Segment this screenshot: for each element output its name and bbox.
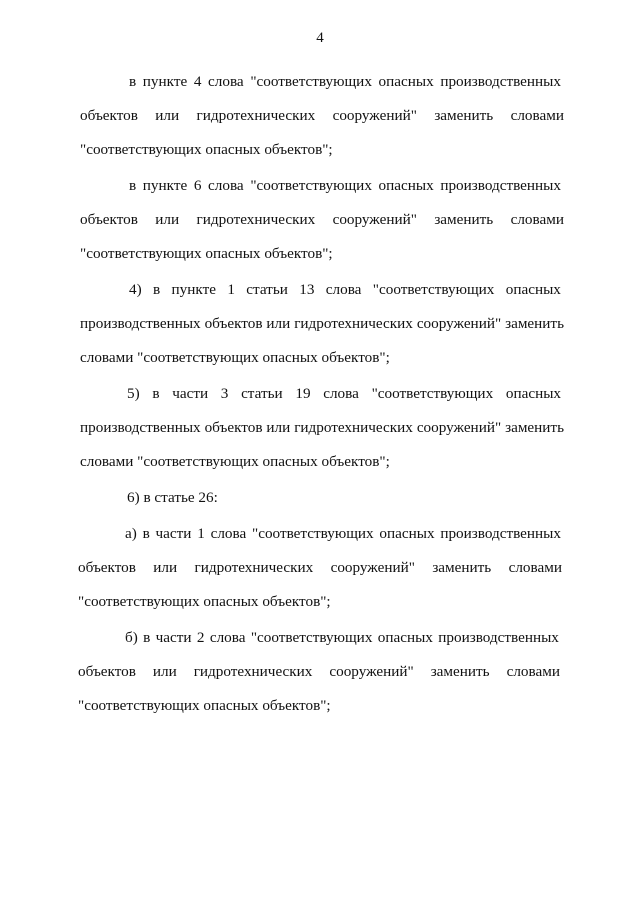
paragraph-line: 4) в пункте 1 статьи 13 слова "соответствующих опасных [129, 281, 561, 298]
page-number: 4 [316, 30, 324, 46]
paragraph-line: "соответствующих опасных объектов"; [80, 141, 333, 158]
paragraph-line: 6) в статье 26: [127, 489, 218, 506]
paragraph-line: а) в части 1 слова "соответствующих опасных производственных [125, 525, 561, 542]
paragraph-line: б) в части 2 слова "соответствующих опасных производственных [125, 629, 559, 646]
paragraph-line: в пункте 6 слова "соответствующих опасных производственных [129, 177, 561, 194]
paragraph-line: "соответствующих опасных объектов"; [80, 245, 333, 262]
paragraph-line: объектов или гидротехнических сооружений" заменить словами [80, 107, 564, 124]
paragraph-line: "соответствующих опасных объектов"; [78, 697, 331, 714]
paragraph-line: объектов или гидротехнических сооружений" заменить словами [80, 211, 564, 228]
paragraph-line: 5) в части 3 статьи 19 слова "соответствующих опасных [127, 385, 561, 402]
paragraph-line: производственных объектов или гидротехнических сооружений" заменить [80, 315, 564, 332]
paragraph-line: объектов или гидротехнических сооружений" заменить словами [78, 663, 560, 680]
paragraph-line: "соответствующих опасных объектов"; [78, 593, 331, 610]
paragraph-line: в пункте 4 слова "соответствующих опасных производственных [129, 73, 561, 90]
paragraph-line: производственных объектов или гидротехнических сооружений" заменить [80, 419, 564, 436]
paragraph-line: объектов или гидротехнических сооружений" заменить словами [78, 559, 562, 576]
paragraph-line: словами "соответствующих опасных объектов"; [80, 453, 390, 470]
paragraph-line: словами "соответствующих опасных объектов"; [80, 349, 390, 366]
